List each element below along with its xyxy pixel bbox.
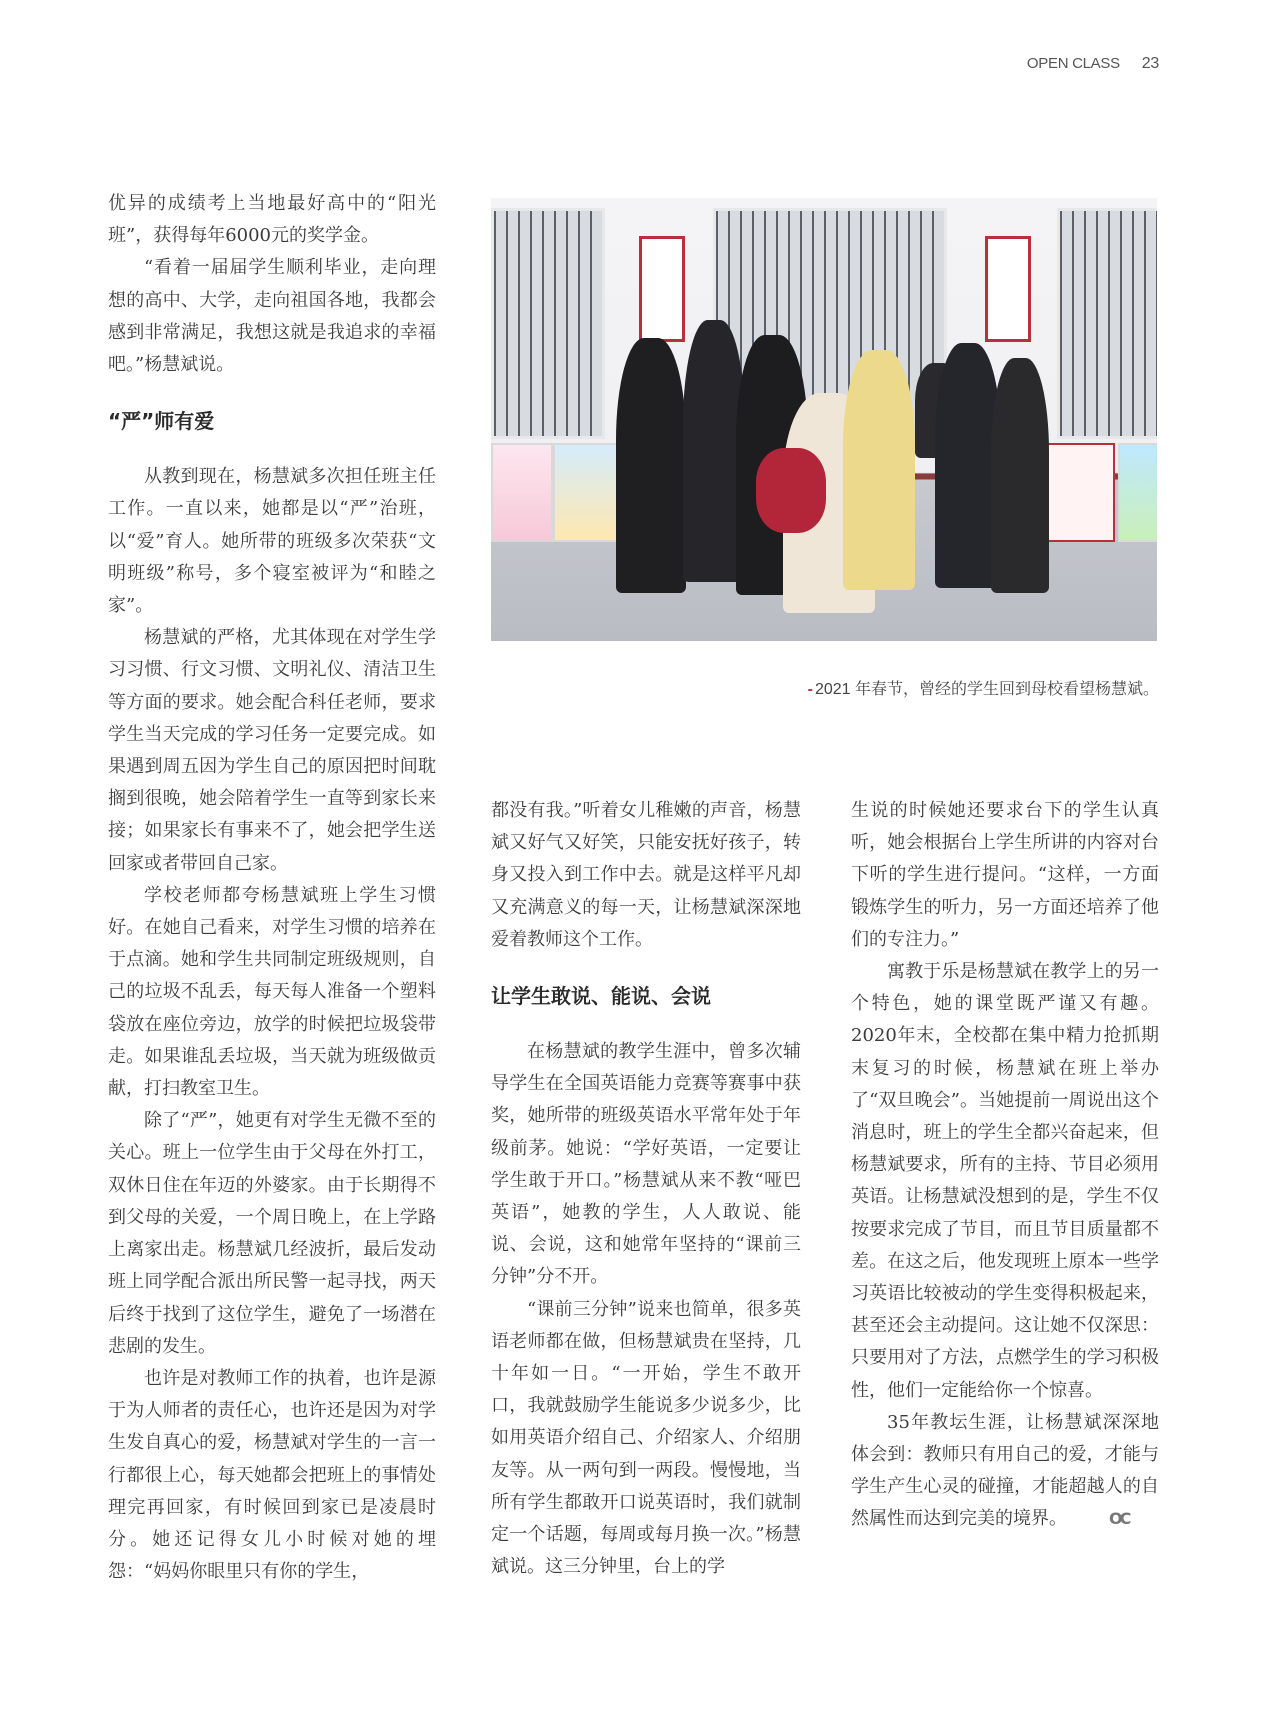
end-mark-icon: OC — [1109, 1509, 1129, 1529]
person — [991, 358, 1049, 593]
paragraph: 都没有我。”听着女儿稚嫩的声音，杨慧斌又好气又好笑，只能安抚好孩子，转身又投入到工作中去。就是这样平凡却又充满意义的每一天，让杨慧斌深深地爱着教师这个工作。 — [491, 800, 801, 950]
photo-caption — [808, 676, 1159, 699]
paragraph-text: 35年教坛生涯，让杨慧斌深深地体会到：教师只有用自己的爱，才能与学生产生心灵的碰撞，才能超越人的自然属性而达到完美的境界。 — [851, 1411, 1159, 1530]
paragraph: 学校老师都夸杨慧斌班上学生习惯好。在她自己看来，对学生习惯的培养在于点滴。她和学生共同制定班级规则，自己的垃圾不乱丢，每天每人准备一个塑料袋放在座位旁边，放学的时候把垃圾袋带走。如果谁乱丢垃圾，当天就为班级做贡献，打扫教室卫生。 — [108, 884, 436, 1100]
wall-poster — [639, 236, 685, 342]
paragraph: 优异的成绩考上当地最好高中的“阳光班”，获得每年6000元的奖学金。 — [108, 193, 436, 247]
group-photo — [491, 198, 1157, 641]
paragraph: 在杨慧斌的教学生涯中，曾多次辅导学生在全国英语能力竞赛等赛事中获奖，她所带的班级英语水平常年处于年级前茅。她说：“学好英语，一定要让学生敢于开口。”杨慧斌从来不教“哑巴英语”，她教的学生，人人敢说、能说、会说，这和她常年坚持的“课前三分钟”分不开。 — [491, 1041, 801, 1288]
page-number: 23 — [1141, 55, 1159, 72]
article-column-1 — [108, 188, 436, 1588]
paragraph: “看着一届届学生顺利毕业，走向理想的高中、大学，走向祖国各地，我都会感到非常满足，我想这就是我追求的幸福吧。”杨慧斌说。 — [108, 257, 436, 376]
person — [616, 338, 686, 593]
paragraph: 生说的时候她还要求台下的学生认真听，她会根据台上学生所讲的内容对台下听的学生进行提问。“这样，一方面锻炼学生的听力，另一方面还培养了他们的专注力。” — [851, 800, 1159, 950]
caption-dash: - — [807, 681, 813, 698]
window-grille — [1057, 208, 1157, 439]
wall-mural — [491, 443, 553, 542]
paragraph: “课前三分钟”说来也简单，很多英语老师都在做，但杨慧斌贵在坚持，几十年如一日。“一开始，学生不敢开口，我就鼓励学生能说多少说多少，比如用英语介绍自己、介绍家人、介绍朋友等。从一两句到一两段。慢慢地，当所有学生都敢开口说英语时，我们就制定一个话题，每周或每月换一次。”杨慧斌说。这三分钟里，台上的学 — [491, 1298, 801, 1578]
paragraph: 除了“严”，她更有对学生无微不至的关心。班上一位学生由于父母在外打工，双休日住在年迈的外婆家。由于长期得不到父母的关爱，一个周日晚上，在上学路上离家出走。杨慧斌几经波折，最后发动班上同学配合派出所民警一起寻找，两天后终于找到了这位学生，避免了一场潜在悲剧的发生。 — [108, 1110, 436, 1357]
article-column-3 — [851, 795, 1159, 1536]
window-grille — [491, 208, 605, 439]
page-header — [1027, 55, 1159, 73]
section-label: OPEN CLASS — [1026, 55, 1120, 72]
section-heading: “严”师有爱 — [108, 409, 215, 434]
paragraph: 从教到现在，杨慧斌多次担任班主任工作。一直以来，她都是以“严”治班，以“爱”育人。她所带的班级多次荣获“文明班级”称号，多个寝室被评为“和睦之家”。 — [108, 466, 436, 617]
wall-mural — [1118, 443, 1157, 542]
paragraph: 杨慧斌的严格，尤其体现在对学生学习习惯、行文习惯、文明礼仪、清洁卫生等方面的要求。她会配合科任老师，要求学生当天完成的学习任务一定要完成。如果遇到周五因为学生自己的原因把时间耽搁到很晚，她会陪着学生一直等到家长来接；如果家长有事来不了，她会把学生送回家或者带回自己家。 — [108, 627, 436, 874]
paragraph: 也许是对教师工作的执着，也许是源于为人师者的责任心，也许还是因为对学生发自真心的爱，杨慧斌对学生的一言一行都很上心，每天她都会把班上的事情处理完再回家，有时候回到家已是凌晨时分。她还记得女儿小时候对她的埋怨：“妈妈你眼里只有你的学生， — [108, 1367, 436, 1583]
paragraph — [851, 1407, 1159, 1536]
article-column-2 — [491, 795, 801, 1583]
section-heading: 让学生敢说、能说、会说 — [491, 984, 711, 1009]
caption-text: 2021 年春节，曾经的学生回到母校看望杨慧斌。 — [814, 681, 1159, 698]
wall-poster — [985, 236, 1031, 342]
paragraph: 寓教于乐是杨慧斌在教学上的另一个特色，她的课堂既严谨又有趣。2020年末，全校都在集中精力抢抓期末复习的时候，杨慧斌在班上举办了“双旦晚会”。当她提前一周说出这个消息时，班上的学生全都兴奋起来，但杨慧斌要求，所有的主持、节目必须用英语。让杨慧斌没想到的是，学生不仅按要求完成了节目，而且节目质量都不差。在这之后，他发现班上原本一些学习英语比较被动的学生变得积极起来，甚至还会主动提问。这让她不仅深思：只要用对了方法，点燃学生的学习积极性，他们一定能给你一个惊喜。 — [851, 961, 1159, 1401]
person — [843, 350, 915, 590]
flower-bouquet — [756, 448, 826, 533]
